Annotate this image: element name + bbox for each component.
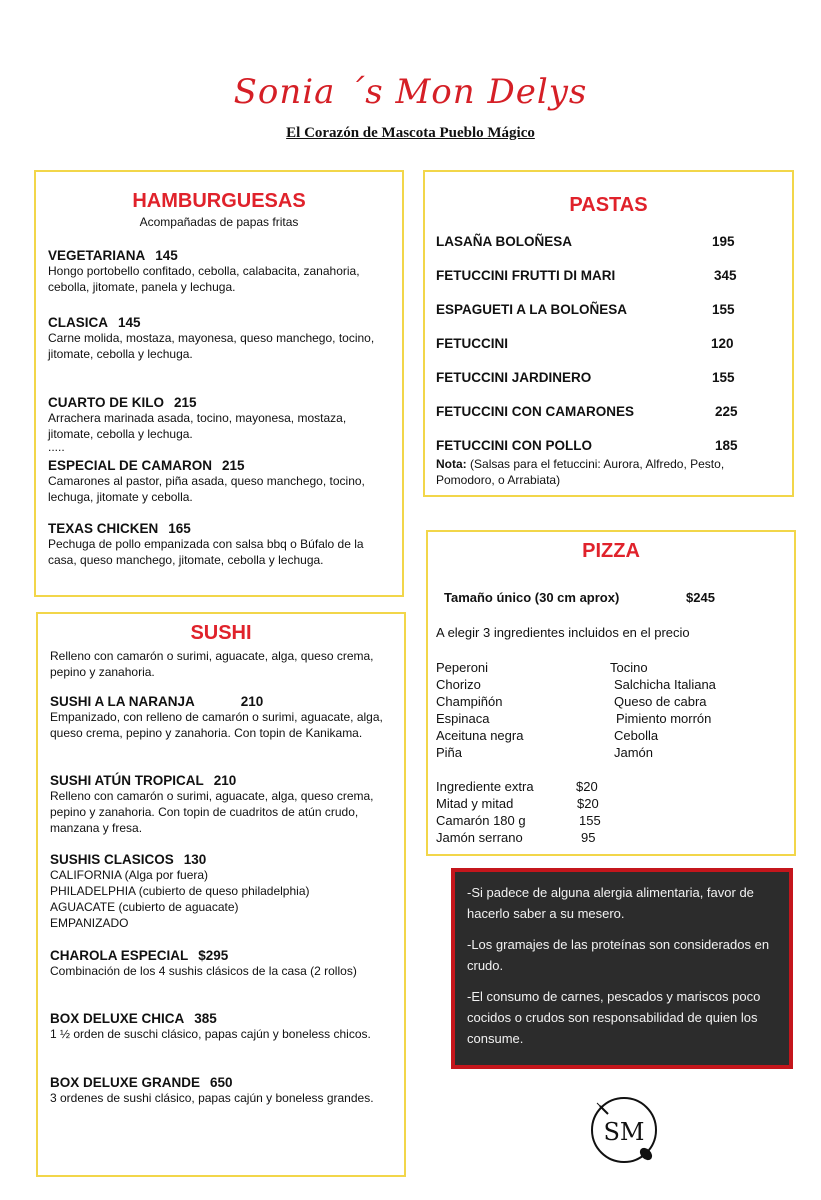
item-price: 120	[711, 336, 734, 351]
ingredient: Salchicha Italiana	[614, 677, 716, 692]
section-subtitle: Acompañadas de papas fritas	[139, 215, 299, 229]
item-description: 1 ½ orden de suschi clásico, papas cajún y boneless chicos.	[50, 1027, 371, 1041]
item-price: 210	[240, 694, 264, 709]
item-description: Relleno con camarón o surimi, aguacate, alga, queso crema, pepino y zanahoria. Con topin de cuadritos de atún crudo, manzana y fresa.	[50, 789, 374, 835]
menu-item	[50, 852, 394, 931]
notice-line: -Los gramajes de las proteínas son considerados en crudo.	[467, 937, 770, 973]
allergy-notice	[451, 868, 793, 1069]
restaurant-name: Sonia ´s Mon Delys	[233, 72, 588, 112]
item-name: CHAROLA ESPECIAL	[50, 948, 189, 963]
item-line: AGUACATE (cubierto de aguacate)	[50, 900, 239, 914]
ingredient: Champiñón	[436, 694, 503, 709]
item-description: Carne molida, mostaza, mayonesa, queso manchego, tocino, jitomate, cebolla y lechuga.	[48, 331, 375, 361]
item-name: TEXAS CHICKEN	[48, 521, 159, 536]
item-price: 210	[213, 773, 237, 788]
item-name: CUARTO DE KILO	[48, 395, 165, 410]
menu-item	[50, 948, 394, 979]
item-description: 3 ordenes de sushi clásico, papas cajún y boneless grandes.	[50, 1091, 374, 1105]
pasta-item	[436, 268, 756, 283]
notice-line: -El consumo de carnes, pescados y mariscos poco cocidos o crudos son responsabilidad de quien los consume.	[467, 989, 761, 1046]
logo-mark	[586, 1092, 662, 1168]
item-line: PHILADELPHIA (cubierto de queso philadelphia)	[50, 884, 310, 898]
extra-row	[436, 829, 601, 846]
item-name: SUSHI ATÚN TROPICAL	[50, 773, 204, 788]
extra-price: 155	[579, 813, 601, 828]
item-price: 165	[168, 521, 191, 536]
sushi-section	[36, 612, 406, 1177]
ingredient: Peperoni	[436, 660, 489, 675]
item-price: 650	[210, 1075, 233, 1090]
pastas-section	[423, 170, 794, 497]
item-name: ESPAGUETI A LA BOLOÑESA	[436, 302, 628, 317]
logo	[586, 1092, 662, 1168]
menu-item	[48, 521, 392, 568]
item-price: 145	[155, 248, 178, 263]
ingredient: Chorizo	[436, 677, 481, 692]
ingredient: Espinaca	[436, 711, 490, 726]
item-line: EMPANIZADO	[50, 916, 129, 930]
item-price: 195	[712, 234, 735, 249]
menu-intro	[50, 648, 394, 680]
ingredient: Pimiento morrón	[616, 711, 712, 726]
item-price: 345	[714, 268, 737, 283]
menu-item	[50, 1011, 394, 1042]
item-price: 130	[183, 852, 207, 867]
item-price: $295	[198, 948, 229, 963]
item-line: CALIFORNIA (Alga por fuera)	[50, 868, 209, 882]
pasta-item	[436, 336, 756, 351]
item-name: FETUCCINI FRUTTI DI MARI	[436, 268, 616, 283]
item-name: BOX DELUXE CHICA	[50, 1011, 185, 1026]
menu-item	[48, 458, 392, 505]
item-name: BOX DELUXE GRANDE	[50, 1075, 201, 1090]
item-price: 145	[118, 315, 141, 330]
pasta-item	[436, 438, 756, 453]
pasta-note	[436, 456, 780, 488]
item-name: FETUCCINI CON POLLO	[436, 438, 592, 453]
item-name: FETUCCINI CON CAMARONES	[436, 404, 634, 419]
extra-row	[436, 795, 601, 812]
item-name: CLASICA	[48, 315, 108, 330]
pasta-item	[436, 404, 756, 419]
pizza-section	[426, 530, 796, 856]
extra-name: Mitad y mitad	[436, 796, 514, 811]
extra-price: $20	[576, 779, 598, 794]
dots: .....	[48, 440, 65, 454]
note-label: Nota:	[436, 457, 467, 471]
notice-line: -Si padece de alguna alergia alimentaria, favor de hacerlo saber a su mesero.	[467, 885, 754, 921]
extra-row	[436, 778, 601, 795]
ingredients-right	[610, 659, 716, 761]
hamburguesas-section	[34, 170, 404, 597]
menu-item	[48, 248, 392, 295]
extra-price: $20	[577, 796, 599, 811]
item-description: Combinación de los 4 sushis clásicos de la casa (2 rollos)	[50, 964, 357, 978]
menu-item	[50, 773, 394, 836]
item-price: 155	[712, 302, 735, 317]
item-description: Relleno con camarón o surimi, aguacate, alga, queso crema, pepino y zanahoria.	[50, 649, 374, 679]
tagline: El Corazón de Mascota Pueblo Mágico	[286, 125, 535, 141]
item-price: 215	[174, 395, 197, 410]
extra-row	[436, 812, 601, 829]
extra-name: Jamón serrano	[436, 830, 523, 845]
menu-item	[48, 315, 392, 362]
item-name: SUSHIS CLASICOS	[50, 852, 174, 867]
menu-item	[48, 395, 392, 452]
item-description: Camarones al pastor, piña asada, queso manchego, tocino, lechuga, jitomate y cebolla.	[48, 474, 365, 504]
ingredients-left	[436, 659, 523, 761]
ingredient: Aceituna negra	[436, 728, 524, 743]
item-name: FETUCCINI JARDINERO	[436, 370, 592, 385]
item-price: 185	[715, 438, 738, 453]
item-description: Arrachera marinada asada, tocino, mayonesa, mostaza, jitomate, cebolla y lechuga.	[48, 411, 347, 441]
item-name: FETUCCINI	[436, 336, 508, 351]
item-price: 215	[222, 458, 245, 473]
item-price: 385	[194, 1011, 217, 1026]
item-price: 155	[712, 370, 735, 385]
pizza-size-label: Tamaño único (30 cm aprox)	[444, 590, 620, 605]
section-title: PIZZA	[582, 540, 640, 562]
section-title: HAMBURGUESAS	[132, 190, 306, 212]
note-text: (Salsas para el fetuccini: Aurora, Alfredo, Pesto, Pomodoro, o Arrabiata)	[436, 457, 725, 487]
item-name: SUSHI A LA NARANJA	[50, 694, 195, 709]
item-name: ESPECIAL DE CAMARON	[48, 458, 213, 473]
extra-name: Ingrediente extra	[436, 779, 534, 794]
item-description: Empanizado, con relleno de camarón o surimi, aguacate, alga, queso crema, pepino y zanahoria. Con topin de Kanikama.	[50, 710, 383, 740]
pizza-choose-text: A elegir 3 ingredientes incluidos en el precio	[436, 625, 690, 640]
item-description: Hongo portobello confitado, cebolla, calabacita, zanahoria, cebolla, jitomate, panela y lechuga.	[48, 264, 360, 294]
pasta-item	[436, 302, 756, 317]
menu-item	[50, 1075, 394, 1106]
pizza-size-price: $245	[686, 590, 715, 605]
item-price: 225	[715, 404, 738, 419]
extra-name: Camarón 180 g	[436, 813, 526, 828]
section-title: PASTAS	[569, 194, 648, 216]
ingredient: Piña	[436, 745, 463, 760]
menu-item	[50, 694, 394, 741]
pizza-extras	[436, 778, 601, 846]
ingredient: Queso de cabra	[614, 694, 707, 709]
item-description: Pechuga de pollo empanizada con salsa bbq o Búfalo de la casa, queso manchego, jitomate, cebolla y lechuga.	[48, 537, 364, 567]
extra-price: 95	[581, 830, 596, 845]
logo-letters: SM	[603, 1118, 645, 1146]
ingredient: Cebolla	[614, 728, 659, 743]
pasta-item	[436, 234, 756, 249]
ingredient: Jamón	[614, 745, 654, 760]
item-name: VEGETARIANA	[48, 248, 146, 263]
section-title: SUSHI	[190, 622, 252, 644]
ingredient: Tocino	[610, 660, 648, 675]
item-name: LASAÑA BOLOÑESA	[436, 234, 573, 249]
pasta-item	[436, 370, 756, 385]
